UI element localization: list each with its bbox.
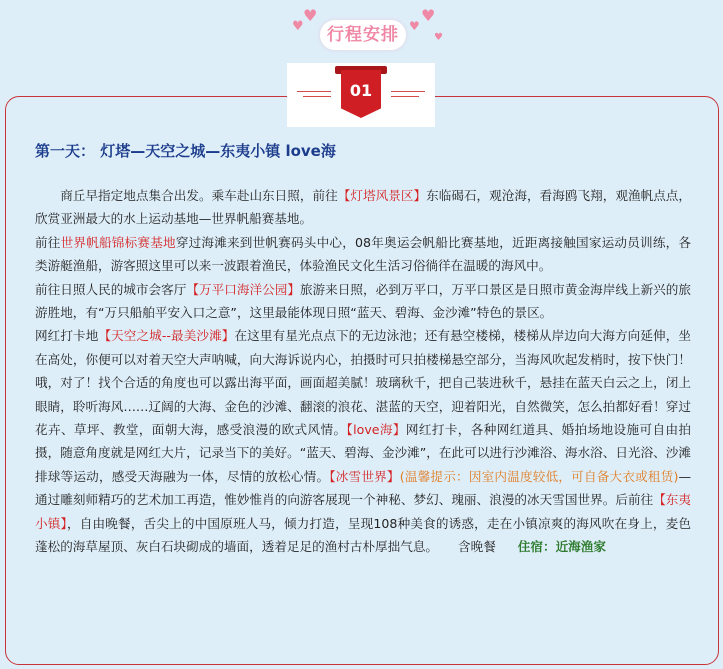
divider-line [391,91,425,92]
highlight-love-sea: 【love海】 [346,422,406,438]
itinerary-body [35,184,691,559]
day-number-card [287,63,435,127]
day-number: 01 [349,81,373,100]
highlight-wanpingkou: 【万平口海洋公园】 [186,281,300,297]
heart-icon: ♥ [409,19,420,33]
paragraph-text: 东临碣石，观沧海，看海鸥飞翔，观渔帆点点，欣赏亚洲最大的水上运动基地—世界帆船赛基地。 [35,188,692,227]
heart-icon: ♥ [303,6,318,25]
warm-tip: (温馨提示：因室内温度较低，可自备大衣或租赁) [399,468,679,484]
paragraph-text: 前往日照人民的城市会客厅 [35,281,187,297]
paragraph-text: —通过雕刻师精巧的艺术加工再造，惟妙惟肖的向游客展现一个神秘、梦幻、瑰丽、浪漫的冰天雪国世界。后前往 [35,468,692,508]
paragraph-text: 在这里有星光点点下的无边泳池；还有悬空楼梯，楼梯从岸边向大海方向延伸，坐在高处，你便可以对着天空大声呐喊，向大海诉说内心，拍摄时可只拍楼梯悬空部分，当海风吹起发梢时，按下快门！哦，对了！找个合适的角度也可以露出海平面，画面超美腻！玻璃秋千，把自己装进秋千，悬挂在蓝天白云之上，闭上眼睛，聆听海风……辽阔的大海、金色的沙滩、翻滚的浪花、湛蓝的天空，迎着阳光，自然微笑，怎么拍都好看！穿过花卉、草坪、教堂，面朝大海，感受浪漫的欧式风情。 [35,328,692,438]
paragraph-text: 网红打卡，各种网红道具、婚拍场地设施可自由拍摄，随意角度就是网红大片，记录当下的美好。“蓝天、碧海、金沙滩”，在此可以进行沙滩浴、海水浴、日光浴、沙滩排球等运动，感受天海融为一体，尽情的放松心情。 [35,422,692,484]
paragraph-text: 前往 [35,234,61,250]
divider-line [303,96,331,97]
paragraph-text: 旅游来日照，必到万平口，万平口景区是日照市黄金海岸线上新兴的旅游胜地，有“万只船舶平安入口之意”，这里最能体现日照“蓝天、碧海、金沙滩”特色的景区。 [35,281,692,321]
paragraph-sky-city [35,324,691,558]
heart-icon: ♥ [421,6,436,25]
section-title: 行程安排 [320,20,406,50]
paragraph-lighthouse [35,184,691,231]
highlight-lighthouse: 【灯塔风景区】 [337,188,427,203]
accommodation-info: 住宿：近海渔家 [517,539,606,555]
paragraph-text: 网红打卡地 [35,328,99,344]
heart-icon: ♥ [434,32,443,43]
divider-line [297,91,331,92]
meal-info: 含晚餐 [458,539,496,555]
paragraph-text: 穿过海滩来到世帆赛码头中心，08年奥运会帆船比赛基地，近距离接触国家运动员训练，各类游艇渔船，游客照这里可以来一波跟着渔民，体验渔民文化生活习俗徜徉在温暖的海风中。 [35,234,692,274]
paragraph-sailing-base [35,231,691,278]
paragraph-text: ，自由晚餐，舌尖上的中国原班人马，倾力打造，呈现108种美食的诱惑，走在小镇凉爽的海风吹在身上，麦色蓬松的海草屋顶、灰白石块砌成的墙面，透着足足的渔村古朴厚拙气息。 [35,515,691,555]
divider-line [391,96,419,97]
paragraph-wanpingkou [35,278,691,325]
highlight-sky-city: 【天空之城--最美沙滩】 [98,328,235,344]
heart-icon: ♥ [292,19,304,34]
paragraph-text: 商丘早指定地点集合出发。乘车赴山东日照，前往 [60,188,338,203]
highlight-sailing-base: 世界帆船锦标赛基地 [60,234,176,250]
highlight-dongyi-town: 【东夷小镇】 [35,492,692,531]
highlight-ice-world: 【冰雪世界】 [329,468,400,484]
day-title: 第一天： 灯塔—天空之城—东夷小镇 love海 [35,142,336,160]
